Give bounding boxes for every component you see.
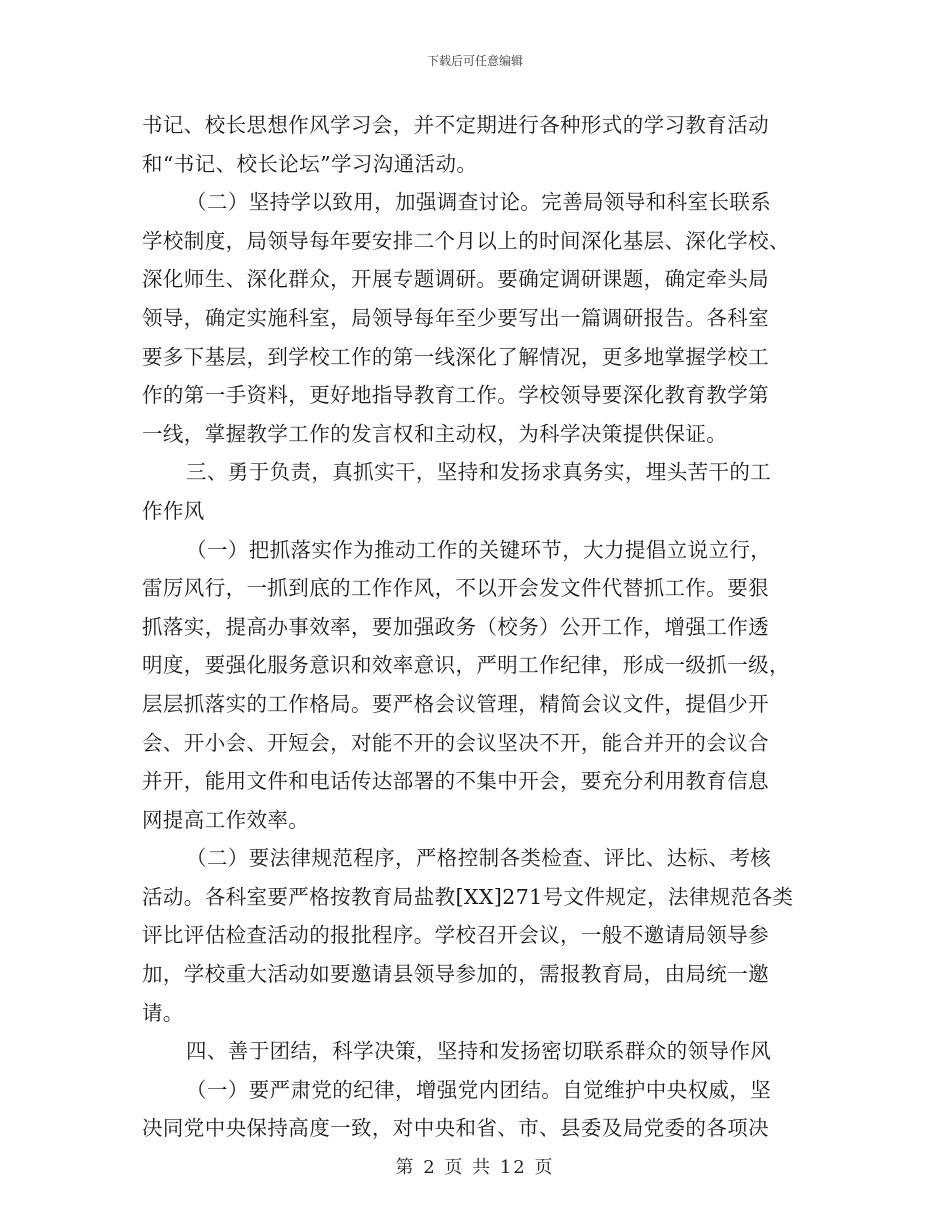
page-header-note: 下载后可任意编辑 (426, 54, 523, 68)
text-line: 会、开小会、开短会，对能不开的会议坚决不开，能合并开的会议合 (142, 730, 769, 755)
text-line: 一线，掌握教学工作的发言权和主动权，为科学决策提供保证。 (142, 421, 728, 446)
text-line: 作的第一手资料，更好地指导教育工作。学校领导要深化教育教学第 (142, 383, 769, 408)
text-line: 抓落实，提高办事效率，要加强政务（校务）公开工作，增强工作透 (142, 614, 769, 639)
section-heading-line: 四、善于团结，科学决策，坚持和发扬密切联系群众的领导作风 (186, 1039, 772, 1064)
text-line: 评比评估检查活动的报批程序。学校召开会议，一般不邀请局领导参 (142, 923, 769, 948)
document-body (142, 106, 814, 1148)
text-line: 网提高工作效率。 (142, 807, 310, 832)
page-number-footer: 第 2 页 共 12 页 (395, 1157, 555, 1178)
text-line: 决同党中央保持高度一致，对中央和省、市、县委及局党委的各项决 (142, 1116, 769, 1141)
text-line: 书记、校长思想作风学习会，并不定期进行各种形式的学习教育活动 (142, 113, 769, 137)
section-heading-line: 三、勇于负责，真抓实干，坚持和发扬求真务实，埋头苦干的工 (186, 460, 772, 485)
section-heading-line: 作作风 (142, 498, 205, 523)
text-line: 加，学校重大活动如要邀请县领导参加的，需报教育局，由局统一邀 (142, 962, 769, 987)
paragraph-start-line: （二）要法律规范程序，严格控制各类检查、评比、达标、考核 (186, 846, 772, 871)
text-line: 并开，能用文件和电话传达部署的不集中开会，要充分利用教育信息 (142, 769, 769, 794)
text-line: 学校制度，局领导每年要安排二个月以上的时间深化基层、深化学校、 (142, 228, 790, 253)
text-line: 请。 (142, 1000, 184, 1025)
text-line: 雷厉风行，一抓到底的工作作风，不以开会发文件代替抓工作。要狠 (142, 576, 769, 601)
text-line: 和“书记、校长论坛”学习沟通活动。 (142, 151, 478, 176)
paragraph-start-line: （一）把抓落实作为推动工作的关键环节，大力提倡立说立行， (186, 537, 772, 562)
text-line: 层层抓落实的工作格局。要严格会议管理，精简会议文件，提倡少开 (142, 691, 769, 716)
text-line: 要多下基层，到学校工作的第一线深化了解情况，更多地掌握学校工 (142, 344, 769, 369)
text-line: 明度，要强化服务意识和效率意识，严明工作纪律，形成一级抓一级， (142, 653, 790, 678)
text-line: 活动。各科室要严格按教育局盐教[XX]271号文件规定，法律规范各类 (142, 884, 794, 909)
paragraph-start-line: （一）要严肃党的纪律，增强党内团结。自觉维护中央权威，坚 (186, 1077, 772, 1102)
text-line: 领导，确定实施科室，局领导每年至少要写出一篇调研报告。各科室 (142, 305, 769, 330)
text-line: 深化师生、深化群众，开展专题调研。要确定调研课题，确定牵头局 (142, 267, 769, 292)
paragraph-start-line: （二）坚持学以致用，加强调查讨论。完善局领导和科室长联系 (186, 190, 772, 215)
